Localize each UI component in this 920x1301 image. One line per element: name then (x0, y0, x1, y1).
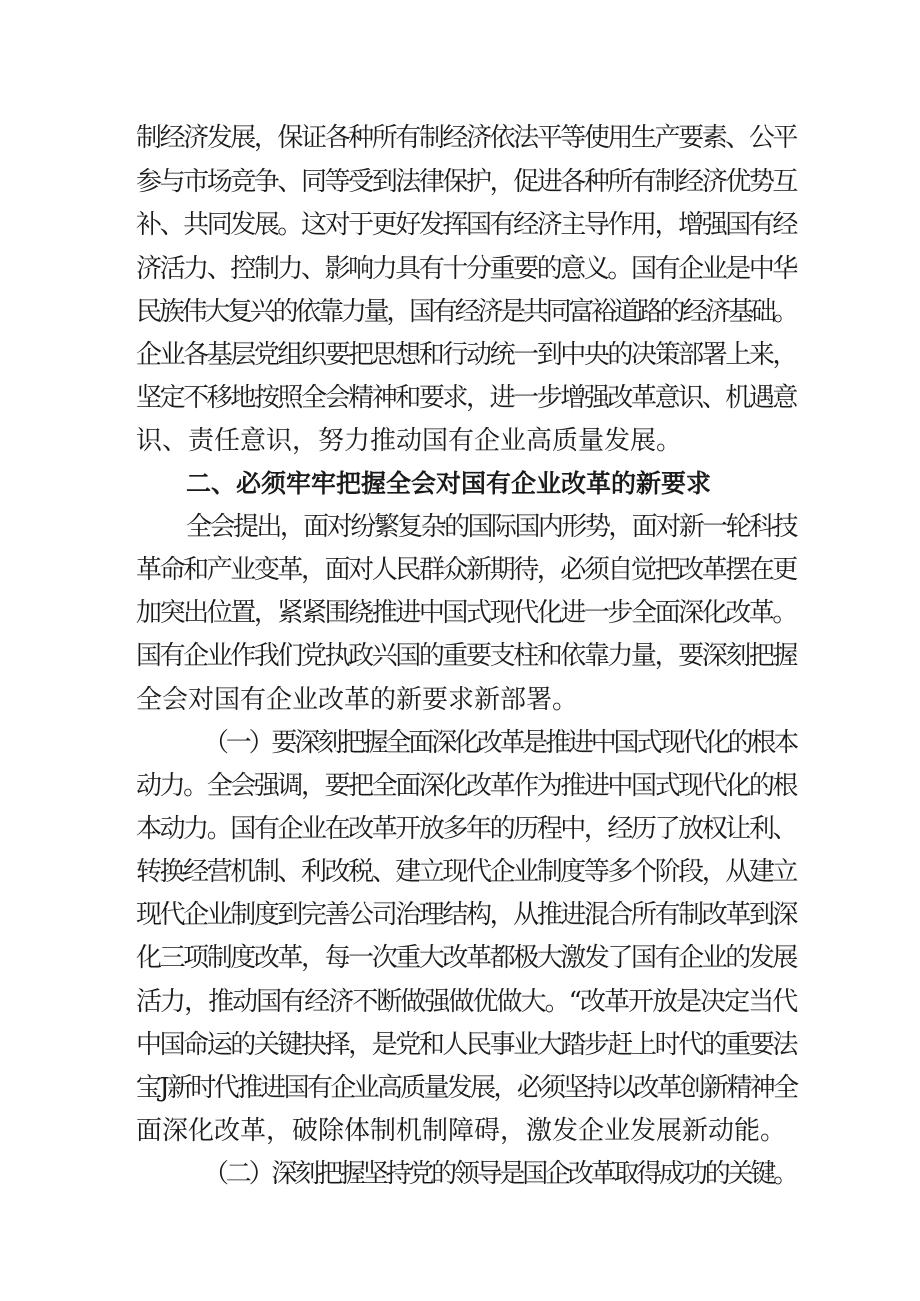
text-line: 中国命运的关键抉择，是党和人民事业大踏步赶上时代的重要法 (136, 1030, 797, 1060)
text-line: 全会提出，面对纷繁复杂的国际国内形势，面对新一轮科技 (186, 512, 797, 542)
text-line: 参与市场竞争、同等受到法律保护，促进各种所有制经济优势互 (136, 167, 797, 197)
text-line: 全会对国有企业改革的新要求新部署。 (136, 685, 579, 715)
text-line: 企业各基层党组织要把思想和行动统一到中央的决策部署上来， (136, 340, 797, 370)
text-line: （二）深刻把握坚持党的领导是国企改革取得成功的关键。 (203, 1159, 797, 1189)
text-line: 本动力。国有企业在改革开放多年的历程中，经历了放权让利、 (136, 814, 797, 844)
text-line: 济活力、控制力、影响力具有十分重要的意义。国有企业是中华 (136, 254, 797, 284)
text-line: 动力。全会强调，要把全面深化改革作为推进中国式现代化的根 (136, 771, 797, 801)
text-line: 现代企业制度到完善公司治理结构，从推进混合所有制改革到深 (136, 900, 797, 930)
text-line: 识、责任意识，努力推动国有企业高质量发展。 (136, 426, 683, 456)
text-line: 坚定不移地按照全会精神和要求，进一步增强改革意识、机遇意 (136, 383, 797, 413)
text-line: 宝J新时代推进国有企业高质量发展，必须坚持以改革创新精神全 (136, 1073, 797, 1103)
text-line: （一）要深刻把握全面深化改革是推进中国式现代化的根本 (203, 728, 797, 758)
section-heading: 二、必须牢牢把握全会对国有企业改革的新要求 (186, 469, 712, 498)
text-line: 面深化改革，破除体制机制障碍，激发企业发展新动能。 (136, 1116, 787, 1146)
text-line: 化三项制度改革，每一次重大改革都极大激发了国有企业的发展 (136, 943, 797, 973)
text-line: 活力，推动国有经济不断做强做优做大。“改革开放是决定当代 (136, 987, 797, 1017)
text-line: 制经济发展，保证各种所有制经济依法平等使用生产要素、公平 (136, 123, 797, 153)
text-line: 革命和产业变革，面对人民群众新期待，必须自觉把改革摆在更 (136, 555, 797, 585)
text-line: 民族伟大复兴的依靠力量，国有经济是共同富裕道路的经济基础。 (136, 297, 797, 327)
text-line: 补、共同发展。这对于更好发挥国有经济主导作用，增强国有经 (136, 210, 797, 240)
text-line: 转换经营机制、利改税、建立现代企业制度等多个阶段，从建立 (136, 857, 797, 887)
text-line: 国有企业作我们党执政兴国的重要支柱和依靠力量，要深刻把握 (136, 641, 797, 671)
text-line: 加突出位置，紧紧围绕推进中国式现代化进一步全面深化改革。 (136, 598, 797, 628)
